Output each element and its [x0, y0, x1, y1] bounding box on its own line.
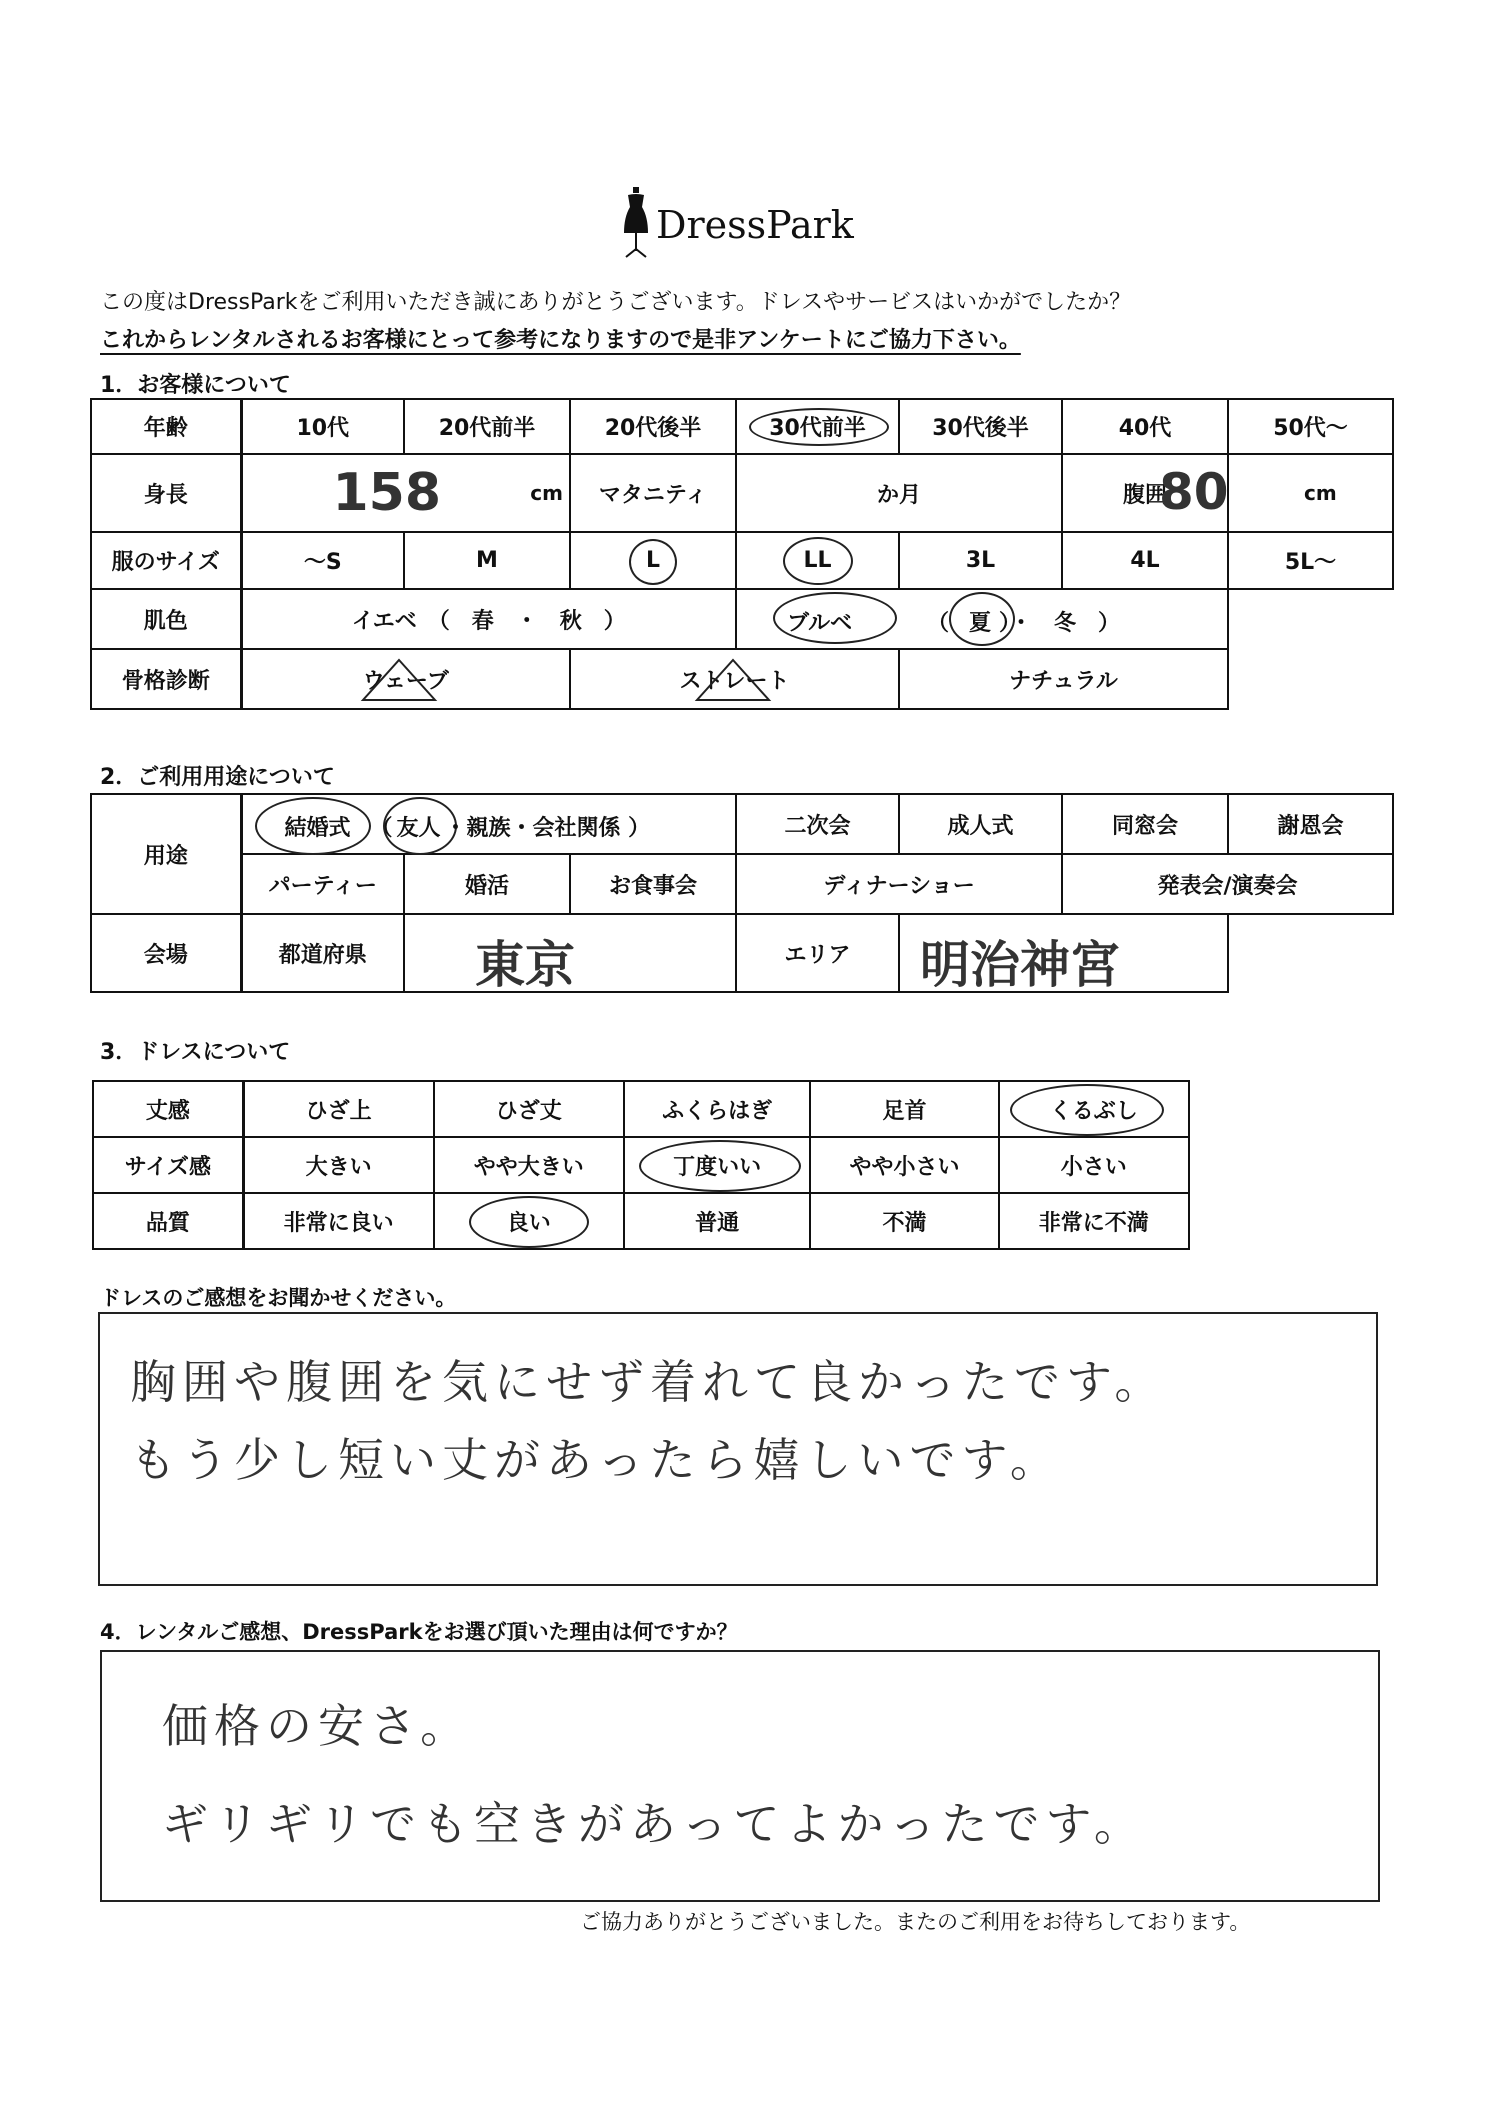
size-row: [91, 532, 1393, 589]
fit-label: サイズ感: [93, 1137, 243, 1193]
section3-title: 3．ドレスについて: [100, 1040, 291, 1065]
intro-text: この度はDressParkをご利用いただき誠にありがとうございます。ドレスやサービスはいかがでしたか？: [100, 290, 1132, 315]
age-option[interactable]: 30代後半: [899, 399, 1062, 454]
size-option[interactable]: 3L: [899, 532, 1062, 589]
fit-option[interactable]: 小さい: [999, 1137, 1189, 1193]
selection-circle: [639, 1140, 801, 1192]
size-option[interactable]: 4L: [1062, 532, 1228, 589]
usage-row-2: [91, 854, 1393, 914]
fit-row: [93, 1137, 1189, 1193]
height-row: [91, 454, 1393, 532]
length-option-selected[interactable]: [999, 1081, 1189, 1137]
age-label: 年齢: [91, 399, 241, 454]
skin-label: 肌色: [91, 589, 241, 649]
age-option[interactable]: 20代前半: [404, 399, 570, 454]
usage-option[interactable]: 二次会: [736, 794, 899, 854]
area-value: 明治神宮: [920, 936, 1121, 994]
reason-line: ギリギリでも空きがあってよかったです。: [162, 1797, 1146, 1851]
usage-option[interactable]: 謝恩会: [1228, 794, 1393, 854]
frame-label: 骨格診断: [91, 649, 241, 709]
usage-option[interactable]: 同窓会: [1062, 794, 1228, 854]
size-option-label: LL: [803, 548, 832, 573]
usage-label: 用途: [91, 794, 241, 914]
waist-unit: cm: [1304, 481, 1337, 505]
impression-line: 胸囲や腹囲を気にせず着れて良かったです。: [130, 1355, 1167, 1409]
selection-circle: [255, 797, 371, 855]
size-option[interactable]: M: [404, 532, 570, 589]
quality-option[interactable]: 非常に不満: [999, 1193, 1189, 1249]
venue-label: 会場: [91, 914, 241, 992]
quality-option-label: 良い: [506, 1210, 551, 1236]
size-option[interactable]: 5L～: [1228, 532, 1393, 589]
usage-option[interactable]: 成人式: [899, 794, 1062, 854]
customer-table: [90, 398, 1394, 710]
closing-message: ご協力ありがとうございました。またのご利用をお待ちしております。: [580, 1910, 1251, 1934]
prefecture-field[interactable]: [404, 914, 736, 992]
length-label: 丈感: [93, 1081, 243, 1137]
triangle-mark-icon: [359, 658, 439, 704]
skin-row: [91, 589, 1393, 649]
quality-option-selected[interactable]: [434, 1193, 624, 1249]
usage-option[interactable]: お食事会: [570, 854, 736, 914]
frame-option[interactable]: [570, 649, 899, 709]
empty-cell: [1228, 914, 1393, 992]
empty-cell: [1228, 589, 1393, 649]
size-label: 服のサイズ: [91, 532, 241, 589]
blue-base-label: ブルベ: [787, 611, 853, 636]
height-label: 身長: [91, 454, 241, 532]
selection-circle: [469, 1196, 589, 1248]
waist-label: 腹囲: [1062, 454, 1228, 532]
wedding-option[interactable]: [241, 794, 736, 854]
wedding-label: 結婚式: [284, 816, 351, 841]
brand-name: DressPark: [656, 203, 854, 247]
skin-blue-option[interactable]: [736, 589, 1228, 649]
reason-answer-box[interactable]: [100, 1650, 1380, 1902]
selection-circle: [783, 537, 853, 585]
quality-option[interactable]: 普通: [624, 1193, 810, 1249]
age-row: [91, 399, 1393, 454]
area-label: エリア: [736, 914, 899, 992]
selection-circle: [773, 592, 897, 644]
quality-label: 品質: [93, 1193, 243, 1249]
fit-option-selected[interactable]: [624, 1137, 810, 1193]
intro-request: これからレンタルされるお客様にとって参考になりますので是非アンケートにご協力下さい。: [100, 328, 1021, 353]
impression-answer-box[interactable]: [98, 1312, 1378, 1586]
age-option[interactable]: 20代後半: [570, 399, 736, 454]
months-unit: か月: [876, 482, 921, 508]
fit-option[interactable]: 大きい: [243, 1137, 433, 1193]
empty-cell: [1228, 649, 1393, 709]
quality-option[interactable]: 非常に良い: [243, 1193, 433, 1249]
usage-table: [90, 793, 1394, 993]
usage-option[interactable]: 発表会/演奏会: [1062, 854, 1393, 914]
quality-option[interactable]: 不満: [810, 1193, 998, 1249]
selection-circle: [749, 408, 889, 446]
length-option[interactable]: 足首: [810, 1081, 998, 1137]
paren: （: [370, 816, 393, 841]
usage-row-1: [91, 794, 1393, 854]
dresspark-logo: [618, 185, 858, 265]
length-option-label: くるぶし: [1049, 1098, 1138, 1124]
quality-row: [93, 1193, 1189, 1249]
selection-circle: [629, 539, 677, 585]
frame-option[interactable]: [241, 649, 570, 709]
size-option-selected[interactable]: [736, 532, 899, 589]
fit-option[interactable]: やや小さい: [810, 1137, 998, 1193]
section1-title: 1．お客様について: [100, 373, 291, 398]
maternity-label: マタニティ: [570, 454, 736, 532]
height-value: 158: [332, 463, 442, 523]
prefecture-label: 都道府県: [241, 914, 404, 992]
friend-label: 友人: [396, 816, 441, 841]
frame-option-label: ウェーブ: [362, 668, 449, 694]
age-option[interactable]: 50代～: [1228, 399, 1393, 454]
age-option-selected[interactable]: [736, 399, 899, 454]
fit-option[interactable]: やや大きい: [434, 1137, 624, 1193]
section4-title: 4．レンタルご感想、DressParkをお選び頂いた理由は何ですか？: [100, 1620, 738, 1644]
size-option-selected[interactable]: [570, 532, 736, 589]
reason-line: 価格の安さ。: [162, 1699, 473, 1753]
age-option[interactable]: 10代: [241, 399, 404, 454]
height-field[interactable]: [241, 454, 570, 532]
dress-table: [92, 1080, 1190, 1250]
height-unit: cm: [530, 481, 563, 505]
frame-option-label: ストレート: [679, 668, 790, 694]
age-option[interactable]: 40代: [1062, 399, 1228, 454]
triangle-mark-icon: [693, 658, 773, 704]
size-option[interactable]: ～S: [241, 532, 404, 589]
age-option-label: 30代前半: [769, 416, 866, 441]
length-option[interactable]: ひざ上: [243, 1081, 433, 1137]
selection-circle: [1010, 1084, 1164, 1136]
usage-option[interactable]: 婚活: [404, 854, 570, 914]
wedding-relations: ・親族・会社関係 ）: [444, 816, 651, 841]
length-row: [93, 1081, 1189, 1137]
impression-prompt: ドレスのご感想をお聞かせください。: [100, 1286, 457, 1310]
length-option[interactable]: ふくらはぎ: [624, 1081, 810, 1137]
winter-label: ）・ 冬 ）: [999, 611, 1121, 636]
summer-label: 夏: [969, 611, 992, 636]
prefecture-value: 東京: [475, 936, 575, 994]
section2-title: 2．ご利用用途について: [100, 765, 335, 790]
usage-option[interactable]: パーティー: [241, 854, 404, 914]
frame-option[interactable]: ナチュラル: [899, 649, 1228, 709]
dress-form-icon: [618, 185, 654, 265]
skin-yellow-option[interactable]: イエベ （ 春 ・ 秋 ）: [241, 589, 736, 649]
length-option[interactable]: ひざ丈: [434, 1081, 624, 1137]
venue-row: [91, 914, 1393, 992]
maternity-months-field[interactable]: [736, 454, 1062, 532]
fit-option-label: 丁度いい: [673, 1154, 762, 1180]
size-option-label: L: [645, 548, 661, 573]
frame-row: [91, 649, 1393, 709]
paren: （: [927, 611, 950, 636]
impression-line: もう少し短い丈があったら嬉しいです。: [130, 1433, 1062, 1487]
waist-field[interactable]: [1159, 454, 1393, 532]
waist-value: 80: [1159, 463, 1229, 521]
usage-option[interactable]: ディナーショー: [736, 854, 1062, 914]
area-field[interactable]: [899, 914, 1228, 992]
